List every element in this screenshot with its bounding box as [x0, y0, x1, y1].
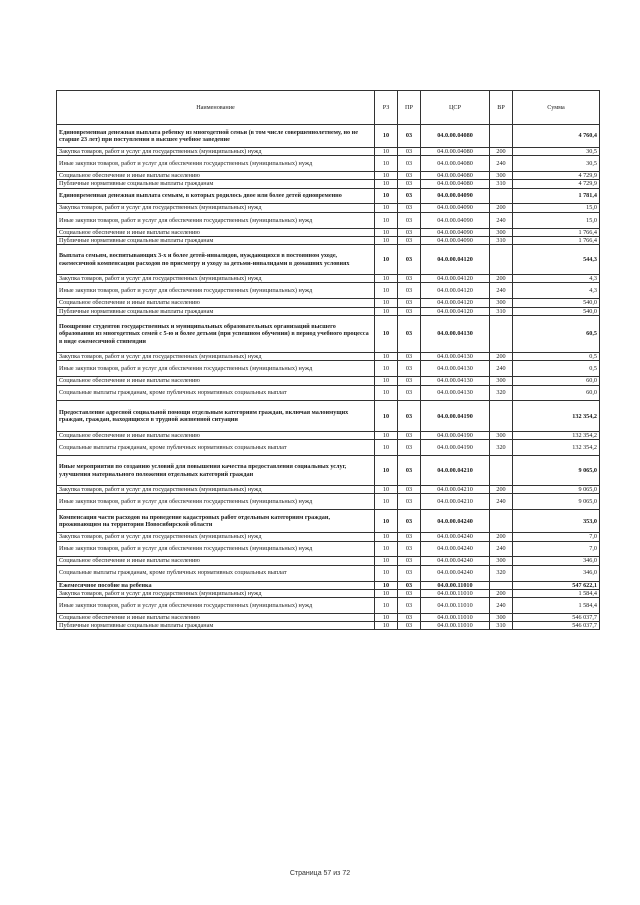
cell-sum: 9 065,0 [513, 455, 600, 485]
cell-vr: 320 [490, 385, 513, 401]
table-row [57, 597, 600, 613]
cell-pr: 03 [398, 401, 421, 431]
cell-name: Закупка товаров, работ и услуг для государственных (муниципальных) нужд [57, 353, 375, 361]
cell-csr: 04.0.00.04240 [421, 557, 490, 565]
table-row [57, 307, 600, 315]
cell-rz: 10 [375, 275, 398, 283]
cell-rz: 10 [375, 244, 398, 274]
table-row [57, 613, 600, 621]
cell-csr: 04.0.00.04090 [421, 236, 490, 244]
cell-rz: 10 [375, 204, 398, 212]
cell-csr: 04.0.00.04120 [421, 244, 490, 274]
cell-pr: 03 [398, 172, 421, 180]
cell-name: Поощрение студентов государственных и муниципальных образовательных организаций высшего образования из многодетных семей с 5-ю и более детьми (при успешном обучении) в период учебного процесса в виде ежемесячной стипендии [57, 315, 375, 353]
table-row [57, 565, 600, 581]
cell-csr: 04.0.00.04080 [421, 125, 490, 148]
cell-csr: 04.0.00.04120 [421, 275, 490, 283]
cell-vr: 300 [490, 613, 513, 621]
table-row [57, 188, 600, 204]
cell-rz: 10 [375, 401, 398, 431]
cell-rz: 10 [375, 180, 398, 188]
cell-pr: 03 [398, 486, 421, 494]
cell-sum: 60,0 [513, 377, 600, 385]
cell-name: Социальное обеспечение и иные выплаты населению [57, 557, 375, 565]
cell-sum: 4 729,9 [513, 180, 600, 188]
table-row [57, 455, 600, 485]
cell-vr [490, 581, 513, 589]
cell-pr: 03 [398, 353, 421, 361]
cell-vr: 200 [490, 533, 513, 541]
cell-rz: 10 [375, 188, 398, 204]
cell-sum: 1 766,4 [513, 236, 600, 244]
cell-name: Публичные нормативные социальные выплаты гражданам [57, 622, 375, 630]
header-pr: ПР [398, 91, 421, 125]
cell-rz: 10 [375, 439, 398, 455]
cell-sum: 0,5 [513, 353, 600, 361]
cell-pr: 03 [398, 510, 421, 533]
cell-csr: 04.0.00.04240 [421, 533, 490, 541]
cell-rz: 10 [375, 236, 398, 244]
cell-name: Единовременная денежная выплата ребенку из многодетной семьи (в том числе совершеннолетнему, но не старше 23 лет) при поступлении в высшее учебное заведение [57, 125, 375, 148]
table-header-row [57, 91, 600, 125]
cell-name: Выплата семьям, воспитывающих 3-х и более детей-инвалидов, нуждающихся в постоянном уходе, ежемесячной компенсации расходов по присмотру и уходу за детьми-инвалидами в домашних условиях [57, 244, 375, 274]
cell-csr: 04.0.00.04090 [421, 212, 490, 228]
cell-rz: 10 [375, 385, 398, 401]
cell-name: Компенсация части расходов на проведение кадастровых работ отдельным категориям граждан, проживающим на территории Новосибирской области [57, 510, 375, 533]
cell-sum: 547 622,1 [513, 581, 600, 589]
cell-csr: 04.0.00.04130 [421, 377, 490, 385]
table-body [57, 125, 600, 630]
cell-sum: 4 729,9 [513, 172, 600, 180]
table-row [57, 299, 600, 307]
cell-csr: 04.0.00.04090 [421, 204, 490, 212]
cell-rz: 10 [375, 533, 398, 541]
table-row [57, 557, 600, 565]
cell-rz: 10 [375, 455, 398, 485]
table-row [57, 275, 600, 283]
table-row [57, 589, 600, 597]
table-row [57, 581, 600, 589]
cell-name: Публичные нормативные социальные выплаты гражданам [57, 236, 375, 244]
cell-vr [490, 315, 513, 353]
cell-csr: 04.0.00.04130 [421, 315, 490, 353]
cell-name: Социальные выплаты гражданам, кроме публичных нормативных социальных выплат [57, 439, 375, 455]
table-row [57, 401, 600, 431]
table-row [57, 353, 600, 361]
cell-vr [490, 244, 513, 274]
cell-vr: 310 [490, 180, 513, 188]
cell-pr: 03 [398, 565, 421, 581]
cell-name: Публичные нормативные социальные выплаты гражданам [57, 180, 375, 188]
cell-pr: 03 [398, 494, 421, 510]
cell-vr: 240 [490, 212, 513, 228]
cell-csr: 04.0.00.04080 [421, 172, 490, 180]
table-row [57, 315, 600, 353]
cell-pr: 03 [398, 204, 421, 212]
cell-name: Социальное обеспечение и иные выплаты населению [57, 613, 375, 621]
cell-csr: 04.0.00.04080 [421, 180, 490, 188]
cell-pr: 03 [398, 125, 421, 148]
cell-sum: 546 037,7 [513, 613, 600, 621]
header-name: Наименование [57, 91, 375, 125]
cell-name: Иные закупки товаров, работ и услуг для обеспечения государственных (муниципальных) нужд [57, 283, 375, 299]
cell-pr: 03 [398, 283, 421, 299]
cell-csr: 04.0.00.04090 [421, 188, 490, 204]
cell-name: Иные мероприятия по созданию условий для повышения качества предоставления социальных услуг, улучшения материального положения отдельных категорий граждан [57, 455, 375, 485]
cell-rz: 10 [375, 541, 398, 557]
table-row [57, 541, 600, 557]
cell-csr: 04.0.00.04210 [421, 486, 490, 494]
cell-sum: 60,0 [513, 385, 600, 401]
cell-csr: 04.0.00.11010 [421, 581, 490, 589]
cell-pr: 03 [398, 589, 421, 597]
cell-sum: 540,0 [513, 299, 600, 307]
cell-sum: 7,0 [513, 533, 600, 541]
table-row [57, 148, 600, 156]
table-row [57, 180, 600, 188]
cell-sum: 60,5 [513, 315, 600, 353]
cell-rz: 10 [375, 581, 398, 589]
header-csr: ЦСР [421, 91, 490, 125]
cell-rz: 10 [375, 361, 398, 377]
table-row [57, 283, 600, 299]
cell-csr: 04.0.00.04120 [421, 299, 490, 307]
cell-csr: 04.0.00.04090 [421, 228, 490, 236]
cell-name: Социальное обеспечение и иные выплаты населению [57, 299, 375, 307]
table-row [57, 125, 600, 148]
cell-rz: 10 [375, 589, 398, 597]
cell-pr: 03 [398, 275, 421, 283]
cell-csr: 04.0.00.11010 [421, 622, 490, 630]
cell-sum: 4,3 [513, 275, 600, 283]
cell-sum: 544,3 [513, 244, 600, 274]
cell-name: Иные закупки товаров, работ и услуг для обеспечения государственных (муниципальных) нужд [57, 541, 375, 557]
cell-pr: 03 [398, 315, 421, 353]
cell-csr: 04.0.00.11010 [421, 613, 490, 621]
table-row [57, 439, 600, 455]
budget-table [56, 90, 600, 630]
cell-name: Закупка товаров, работ и услуг для государственных (муниципальных) нужд [57, 148, 375, 156]
cell-sum: 346,0 [513, 557, 600, 565]
cell-sum: 1 766,4 [513, 228, 600, 236]
cell-vr: 320 [490, 565, 513, 581]
cell-pr: 03 [398, 361, 421, 377]
cell-pr: 03 [398, 377, 421, 385]
cell-vr: 300 [490, 431, 513, 439]
cell-csr: 04.0.00.04130 [421, 361, 490, 377]
cell-rz: 10 [375, 315, 398, 353]
cell-rz: 10 [375, 431, 398, 439]
cell-csr: 04.0.00.04240 [421, 565, 490, 581]
cell-sum: 1 781,4 [513, 188, 600, 204]
table-row [57, 622, 600, 630]
cell-vr: 200 [490, 275, 513, 283]
cell-rz: 10 [375, 377, 398, 385]
cell-sum: 9 065,0 [513, 486, 600, 494]
cell-pr: 03 [398, 597, 421, 613]
cell-sum: 30,5 [513, 148, 600, 156]
cell-pr: 03 [398, 299, 421, 307]
cell-rz: 10 [375, 622, 398, 630]
cell-pr: 03 [398, 581, 421, 589]
table-row [57, 228, 600, 236]
cell-rz: 10 [375, 510, 398, 533]
cell-vr [490, 401, 513, 431]
cell-rz: 10 [375, 283, 398, 299]
cell-rz: 10 [375, 353, 398, 361]
cell-rz: 10 [375, 307, 398, 315]
table-row [57, 204, 600, 212]
cell-vr [490, 455, 513, 485]
cell-sum: 15,0 [513, 204, 600, 212]
cell-pr: 03 [398, 148, 421, 156]
cell-name: Публичные нормативные социальные выплаты гражданам [57, 307, 375, 315]
cell-rz: 10 [375, 148, 398, 156]
cell-name: Иные закупки товаров, работ и услуг для обеспечения государственных (муниципальных) нужд [57, 212, 375, 228]
table-row [57, 244, 600, 274]
header-rz: РЗ [375, 91, 398, 125]
cell-vr: 200 [490, 486, 513, 494]
cell-rz: 10 [375, 299, 398, 307]
cell-sum: 353,0 [513, 510, 600, 533]
cell-rz: 10 [375, 557, 398, 565]
cell-sum: 546 037,7 [513, 622, 600, 630]
cell-pr: 03 [398, 236, 421, 244]
cell-pr: 03 [398, 431, 421, 439]
cell-pr: 03 [398, 613, 421, 621]
cell-csr: 04.0.00.04130 [421, 385, 490, 401]
cell-vr: 240 [490, 597, 513, 613]
cell-rz: 10 [375, 486, 398, 494]
cell-csr: 04.0.00.04210 [421, 455, 490, 485]
cell-vr: 300 [490, 557, 513, 565]
header-vr: ВР [490, 91, 513, 125]
cell-name: Иные закупки товаров, работ и услуг для обеспечения государственных (муниципальных) нужд [57, 156, 375, 172]
cell-csr: 04.0.00.04130 [421, 353, 490, 361]
cell-vr [490, 125, 513, 148]
cell-csr: 04.0.00.04210 [421, 494, 490, 510]
cell-csr: 04.0.00.04080 [421, 156, 490, 172]
cell-csr: 04.0.00.04190 [421, 431, 490, 439]
cell-sum: 4,3 [513, 283, 600, 299]
cell-sum: 7,0 [513, 541, 600, 557]
cell-name: Социальные выплаты гражданам, кроме публичных нормативных социальных выплат [57, 565, 375, 581]
table-row [57, 486, 600, 494]
cell-pr: 03 [398, 533, 421, 541]
cell-csr: 04.0.00.04120 [421, 307, 490, 315]
cell-vr: 240 [490, 156, 513, 172]
cell-vr: 300 [490, 228, 513, 236]
cell-vr [490, 510, 513, 533]
cell-sum: 132 354,2 [513, 431, 600, 439]
cell-sum: 132 354,2 [513, 439, 600, 455]
cell-sum: 4 760,4 [513, 125, 600, 148]
table-row [57, 236, 600, 244]
cell-vr: 300 [490, 377, 513, 385]
table-row [57, 533, 600, 541]
table-row [57, 494, 600, 510]
table-row [57, 156, 600, 172]
cell-sum: 540,0 [513, 307, 600, 315]
cell-vr: 240 [490, 541, 513, 557]
cell-sum: 346,0 [513, 565, 600, 581]
cell-rz: 10 [375, 597, 398, 613]
cell-name: Иные закупки товаров, работ и услуг для обеспечения государственных (муниципальных) нужд [57, 361, 375, 377]
cell-csr: 04.0.00.04240 [421, 510, 490, 533]
page-number: Страница 57 из 72 [289, 870, 351, 877]
cell-pr: 03 [398, 188, 421, 204]
cell-pr: 03 [398, 244, 421, 274]
cell-name: Закупка товаров, работ и услуг для государственных (муниципальных) нужд [57, 486, 375, 494]
cell-vr: 200 [490, 204, 513, 212]
cell-vr: 240 [490, 361, 513, 377]
cell-name: Иные закупки товаров, работ и услуг для обеспечения государственных (муниципальных) нужд [57, 494, 375, 510]
cell-name: Закупка товаров, работ и услуг для государственных (муниципальных) нужд [57, 204, 375, 212]
cell-sum: 15,0 [513, 212, 600, 228]
cell-pr: 03 [398, 541, 421, 557]
cell-rz: 10 [375, 172, 398, 180]
cell-pr: 03 [398, 307, 421, 315]
cell-rz: 10 [375, 494, 398, 510]
cell-vr: 310 [490, 236, 513, 244]
cell-vr: 320 [490, 439, 513, 455]
cell-vr: 310 [490, 622, 513, 630]
cell-rz: 10 [375, 228, 398, 236]
table-row [57, 377, 600, 385]
cell-csr: 04.0.00.11010 [421, 589, 490, 597]
cell-vr: 200 [490, 589, 513, 597]
cell-pr: 03 [398, 455, 421, 485]
cell-vr: 300 [490, 172, 513, 180]
cell-name: Предоставление адресной социальной помощи отдельным категориям граждан, включая малоимущих граждан, граждан, находящихся в трудной жизненной ситуации [57, 401, 375, 431]
cell-name: Социальное обеспечение и иные выплаты населению [57, 431, 375, 439]
table-row [57, 431, 600, 439]
cell-pr: 03 [398, 212, 421, 228]
cell-rz: 10 [375, 613, 398, 621]
cell-vr: 310 [490, 307, 513, 315]
table-row [57, 361, 600, 377]
cell-vr: 240 [490, 494, 513, 510]
cell-name: Закупка товаров, работ и услуг для государственных (муниципальных) нужд [57, 533, 375, 541]
cell-rz: 10 [375, 125, 398, 148]
cell-sum: 1 584,4 [513, 589, 600, 597]
cell-name: Иные закупки товаров, работ и услуг для обеспечения государственных (муниципальных) нужд [57, 597, 375, 613]
cell-pr: 03 [398, 385, 421, 401]
table-row [57, 172, 600, 180]
table-row [57, 510, 600, 533]
cell-csr: 04.0.00.04190 [421, 401, 490, 431]
cell-rz: 10 [375, 156, 398, 172]
cell-vr: 300 [490, 299, 513, 307]
table-row [57, 385, 600, 401]
header-sum: Сумма [513, 91, 600, 125]
cell-vr [490, 188, 513, 204]
cell-name: Социальное обеспечение и иные выплаты населению [57, 377, 375, 385]
cell-sum: 0,5 [513, 361, 600, 377]
cell-pr: 03 [398, 180, 421, 188]
cell-name: Закупка товаров, работ и услуг для государственных (муниципальных) нужд [57, 275, 375, 283]
cell-csr: 04.0.00.11010 [421, 597, 490, 613]
cell-csr: 04.0.00.04240 [421, 541, 490, 557]
cell-sum: 132 354,2 [513, 401, 600, 431]
cell-name: Ежемесячное пособие на ребенка [57, 581, 375, 589]
cell-pr: 03 [398, 439, 421, 455]
cell-vr: 200 [490, 353, 513, 361]
table-row [57, 212, 600, 228]
cell-csr: 04.0.00.04080 [421, 148, 490, 156]
cell-csr: 04.0.00.04190 [421, 439, 490, 455]
cell-rz: 10 [375, 565, 398, 581]
cell-rz: 10 [375, 212, 398, 228]
cell-sum: 1 584,4 [513, 597, 600, 613]
cell-name: Закупка товаров, работ и услуг для государственных (муниципальных) нужд [57, 589, 375, 597]
cell-name: Социальное обеспечение и иные выплаты населению [57, 172, 375, 180]
cell-name: Единовременная денежная выплата семьям, в которых родилось двое или более детей одновременно [57, 188, 375, 204]
cell-vr: 240 [490, 283, 513, 299]
cell-vr: 200 [490, 148, 513, 156]
cell-name: Социальные выплаты гражданам, кроме публичных нормативных социальных выплат [57, 385, 375, 401]
cell-name: Социальное обеспечение и иные выплаты населению [57, 228, 375, 236]
cell-csr: 04.0.00.04120 [421, 283, 490, 299]
cell-pr: 03 [398, 622, 421, 630]
cell-pr: 03 [398, 228, 421, 236]
cell-sum: 30,5 [513, 156, 600, 172]
cell-sum: 9 065,0 [513, 494, 600, 510]
cell-pr: 03 [398, 557, 421, 565]
cell-pr: 03 [398, 156, 421, 172]
